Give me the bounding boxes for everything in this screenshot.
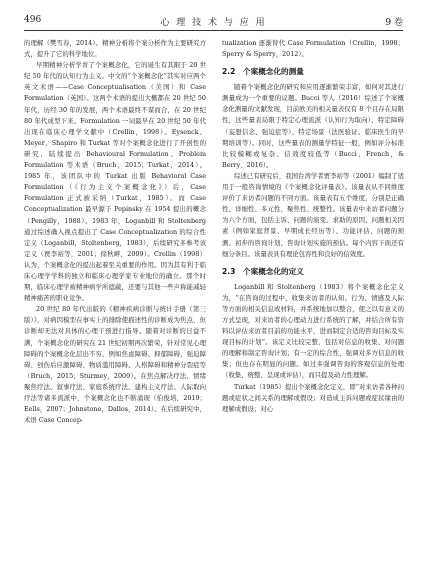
right-column [222, 38, 404, 415]
section-2-3-paragraph: Loganbill 和 Stoltenberg（1983）将个案概念化定义为，“在咨询的过程中，收集来访者的认知、行为、情感及人际等方面的相关信息或材料，并系统地加以整合，使之以有意义的方式呈现，对来访者的心理动力进行系统的了解，并结合所有资料以评估来访者目前的功能水平，进而制定合适的咨询目标及实现目标的计划”。该定义比较完整，包括对信息的收集、对问题的理解和制定咨询计划；有一定的综合性，强调对多方信息的收集；但也存在明显的问题。如过多强调咨询的客观信息的处理（收集、统整、呈现或评估），而只提及动力性理解。 [222, 282, 404, 380]
section-2-3-paragraph: Turkat（1985）提出个案概念化定义，即“对来访者各种问题或症状之间关系的理解或假设；对造成主诉问题或症状缘由的理解或假设；对心 [222, 382, 404, 413]
left-paragraph: 的理解（樊雪春，2014）。精神分析将个案分析作为主要研究方式，提升了它的科学地位。 [24, 39, 206, 59]
volume-label: 9 卷 [385, 18, 403, 28]
journal-title: 心 理 技 术 与 应 用 [160, 18, 267, 28]
section-heading-2-3: 2.3 个案概念化的定义 [222, 266, 304, 276]
left-paragraph: 20 世纪 80 年代出版的《精神疾病诊断与统计手册（第三版）》，对病因模型在事实上的排除使描述性的诊断成为焦点，但诊断却无法对具体的心理干预进行指导。随着对诊断的日益不满，个案概念化的研究在 21 世纪初期再次繁荣，针对常见心理障碍的个案概念化层出不穷，例如焦虑障碍、抑郁障碍、强迫障碍、创伤后应激障碍、物质滥用障碍、人格障碍和精神分裂症等（Bruch，2015；Sturmey，2009）。在焦点解决疗法、情绪聚焦疗法、叙事疗法、家庭系统疗法、建构主义疗法、人际取向疗法等诸多流派中，个案概念化也不断涌现（伯俊培，2019；Eells，2007；Johnstone，Dallos，2014）。在后续研究中，术语 Case Concep- [24, 305, 206, 425]
right-continuation: tualization 逐渐替代 Case Formulation（Crellin，1998；Sperry & Sperry，2012）。 [222, 39, 404, 59]
left-paragraph: 早期精神分析学育了个案概念化，它的诞生有其限于 20 世纪 50 年代的认知行为主义。中文的“个案概念化”其实对应两个英文术语——Case Conceptualisation（美国）和 Case Formulation（英国）。这两个术语的提出大概都在 20 世纪 50 年代，历经 30 年的发展，两个术语最终不谋而合，在 20 世纪 80 年代成型下来。Formulation 一词最早在 20 世纪 50 年代出现在临床心理学文献中（Crellin，1998）。Eysenck、Meyer、Shapiro 和 Turkat 等对个案概念化进行了开创性的研究，陆续提出 Behavioural Formulation、Problem Formulation 等术语（Bruch，2015；Turkat，2014）。1985 年，该团队中的 Turkat 出版 Behavioral Case Formulation（《行为主义个案概念化》）后，Case Formulation 正式被采纳（Turkat，1985）。而 Case Conceptualization 最早源于 Pepinsky 在 1954 提出的概念（Pengilly，1988）。1983 年，Loganbill 和 Stoltenberg 通过综述确入视点提出了 Case Conceptualization 的综合性定义（Loganbill，Stoltenberg，1983），后续研究多参考该定义（贾李裕等，2001；徐秋畔，2009）。Crellin（1998）认为，个案概念化的提出起着至关重要的作用。因为其有利于临床心理学学科的独立和临床心理学家专业地位的确立。那个时期，临床心理学被精神病学所遮蔽，还要与其他一些声称能减轻精神痛苦的职业竞争。 [24, 61, 206, 303]
section-heading-2-2: 2.2 个案概念化的测量 [222, 67, 304, 77]
page-number: 496 [24, 15, 42, 25]
page-header [24, 12, 403, 31]
section-2-2-paragraph: 综述已有研究后，我国台湾学者贾李裕等（2001）编制了适用于一般咨询情境的《个案概念化评量表》。该量表从不同维度评价了来访者问题的不同方面。该量表有五个维度，分别是正确性、详细性、多元性、聚焦性、统整性。该量表中来访者问题分为六个方面，包括主诉、问题的演变、求助的原因、问题相关因素（例如家庭背景、早期成长经历等）、功能评估、问题的预测、初步的咨询计划、咨询计划实施的预估。每个内容下面还有细分条目。该量表具有理论包容性和良好的信效度。 [222, 171, 404, 258]
section-2-2-paragraph: 随着个案概念化的研究和应用逐渐繁荣丰富，如何对其进行测量成为一个重要的议题。Bucci 等人（2016）综述了个案概念化测量的文献发现，目前欧美的相关量表仅有 8 个且存在局限性，这些量表局限于特定心理流派（认知行为取向）、特定障碍（妄想信念、强迫症等）、特定场景（法医验证、临床医生的早期培训等）。同时，这些量表的测量学特征一般，例如评分标准比较模糊或复杂、信效度较低等（Bucci，French，& Berry，2016）。 [222, 83, 404, 169]
left-column [24, 38, 206, 426]
